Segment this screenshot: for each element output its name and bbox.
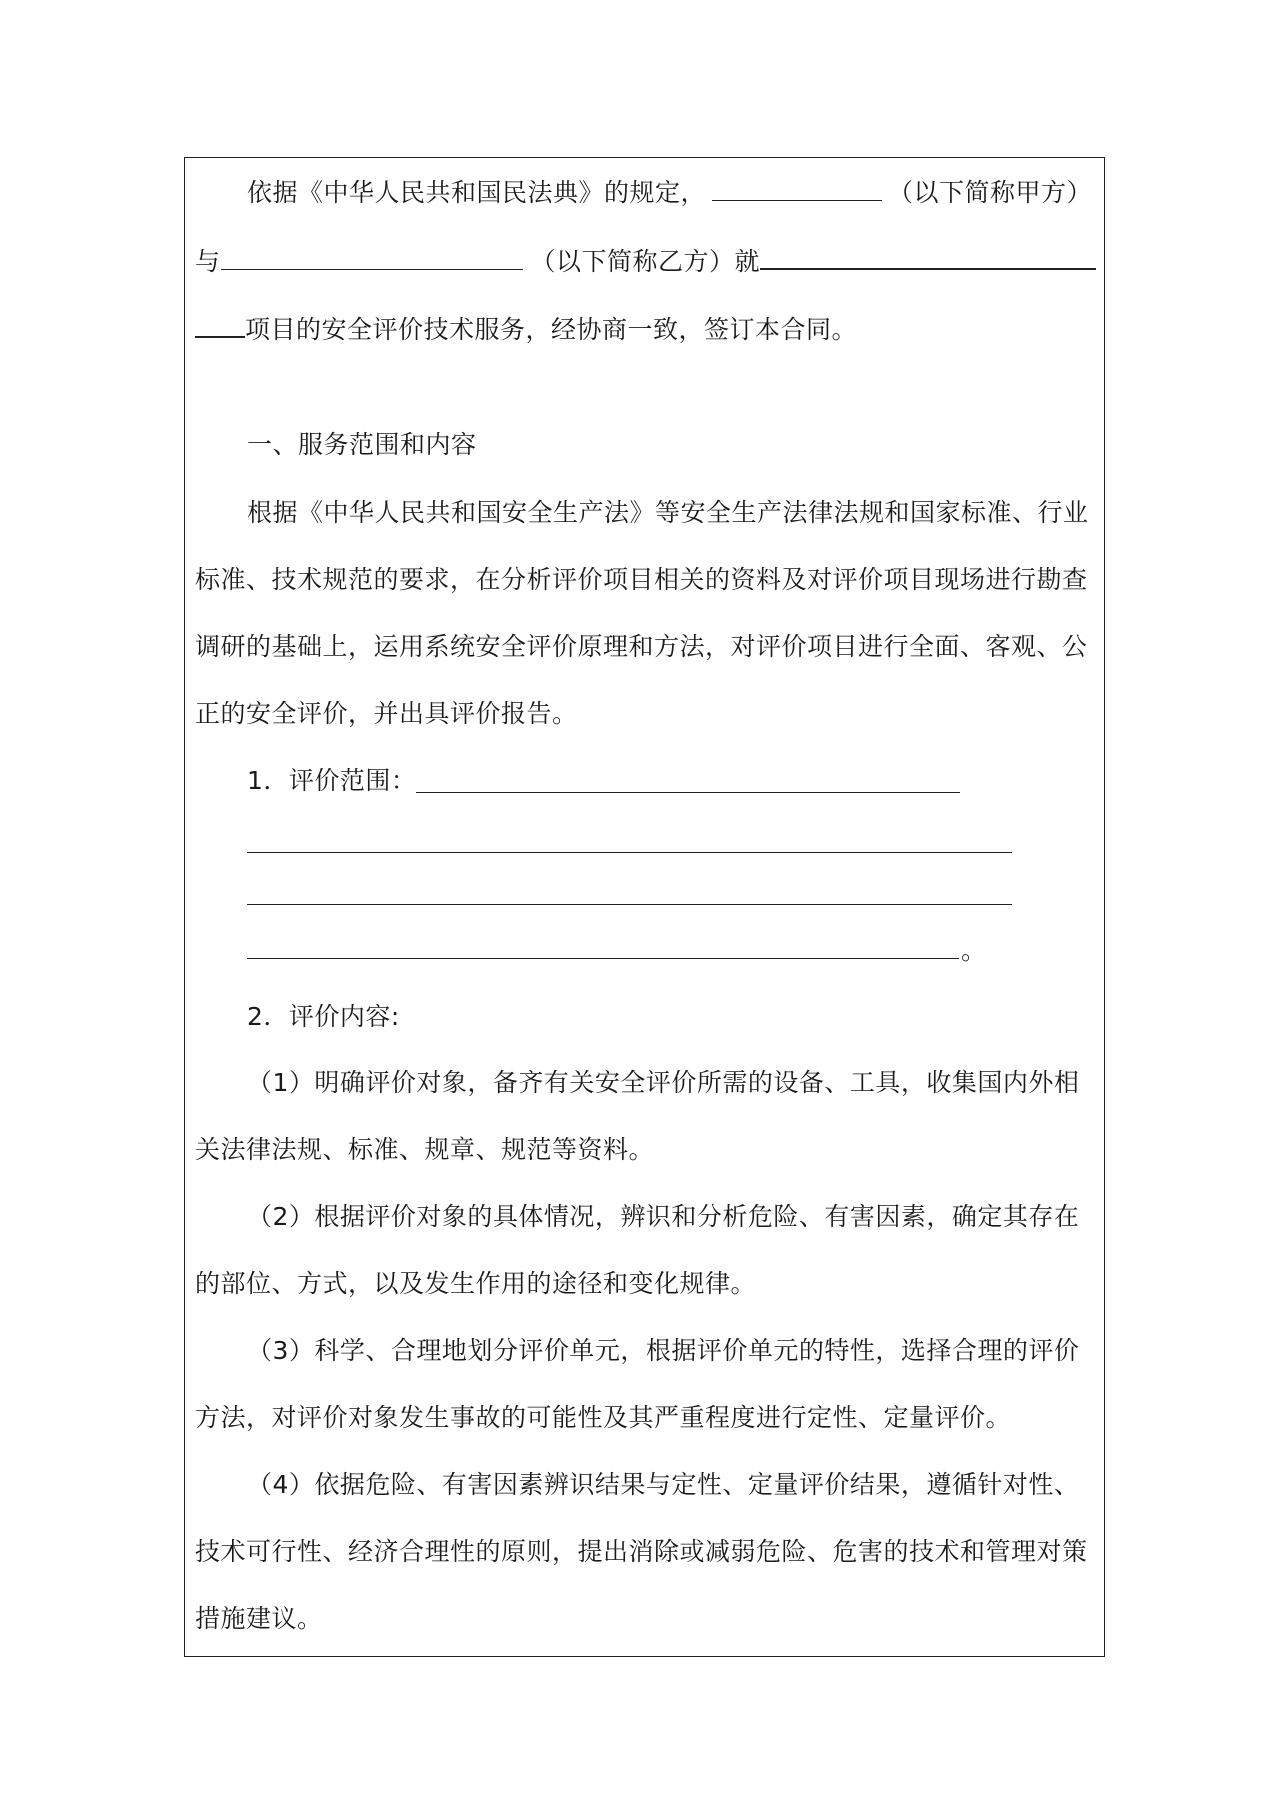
contract-frame: [184, 157, 1105, 1657]
scope-blank-1[interactable]: [416, 792, 960, 793]
intro-line-3: [195, 310, 857, 347]
intro-text-3: 与: [195, 247, 221, 276]
item-2-line-1: （2）根据评价对象的具体情况，辨识和分析危险、有害因素，确定其存在: [247, 1202, 1080, 1231]
scope-blank-2[interactable]: [247, 852, 1012, 853]
project-name-blank[interactable]: [760, 242, 1096, 270]
intro-text-2: （以下简称甲方）: [888, 178, 1093, 207]
scope-end-mark: 。: [961, 936, 987, 965]
section-para-line-2: 标准、技术规范的要求，在分析评价项目相关的资料及对评价项目现场进行勘查: [195, 565, 1088, 594]
item-4-line-1: （4）依据危险、有害因素辨识结果与定性、定量评价结果，遵循针对性、: [247, 1470, 1080, 1499]
section-para-line-1: 根据《中华人民共和国安全生产法》等安全生产法律法规和国家标准、行业: [247, 498, 1089, 527]
item-3-line-1: （3）科学、合理地划分评价单元，根据评价单元的特性，选择合理的评价: [247, 1336, 1080, 1365]
party-a-blank[interactable]: [712, 174, 882, 201]
project-name-blank-cont[interactable]: [195, 310, 245, 338]
section-heading: 一、服务范围和内容: [247, 430, 477, 459]
scope-label: 1．评价范围：: [247, 766, 417, 795]
intro-text-4: （以下简称乙方）就: [530, 247, 761, 276]
item-2-line-2: 的部位、方式，以及发生作用的途径和变化规律。: [195, 1269, 757, 1298]
scope-line: [247, 764, 416, 798]
item-3-line-2: 方法，对评价对象发生事故的可能性及其严重程度进行定性、定量评价。: [195, 1403, 1012, 1432]
section-para-line-4: 正的安全评价，并出具评价报告。: [195, 699, 578, 728]
item-4-line-2: 技术可行性、经济合理性的原则，提出消除或减弱危险、危害的技术和管理对策: [195, 1537, 1088, 1566]
party-b-blank[interactable]: [221, 243, 523, 270]
item-1-line-2: 关法律法规、标准、规章、规范等资料。: [195, 1135, 655, 1164]
intro-text-5: 项目的安全评价技术服务，经协商一致，签订本合同。: [245, 315, 858, 344]
content-label: 2．评价内容:: [247, 1002, 400, 1031]
item-1-line-1: （1）明确评价对象，备齐有关安全评价所需的设备、工具，收集国内外相: [247, 1068, 1080, 1097]
intro-text-1: 依据《中华人民共和国民法典》的规定，: [247, 178, 707, 207]
section-para-line-3: 调研的基础上，运用系统安全评价原理和方法，对评价项目进行全面、客观、公: [195, 632, 1088, 661]
item-4-line-3: 措施建议。: [195, 1604, 323, 1633]
scope-blank-4[interactable]: [247, 958, 959, 959]
scope-blank-3[interactable]: [247, 904, 1012, 905]
intro-line-2: [195, 242, 1096, 279]
intro-line-1: [247, 174, 1092, 210]
